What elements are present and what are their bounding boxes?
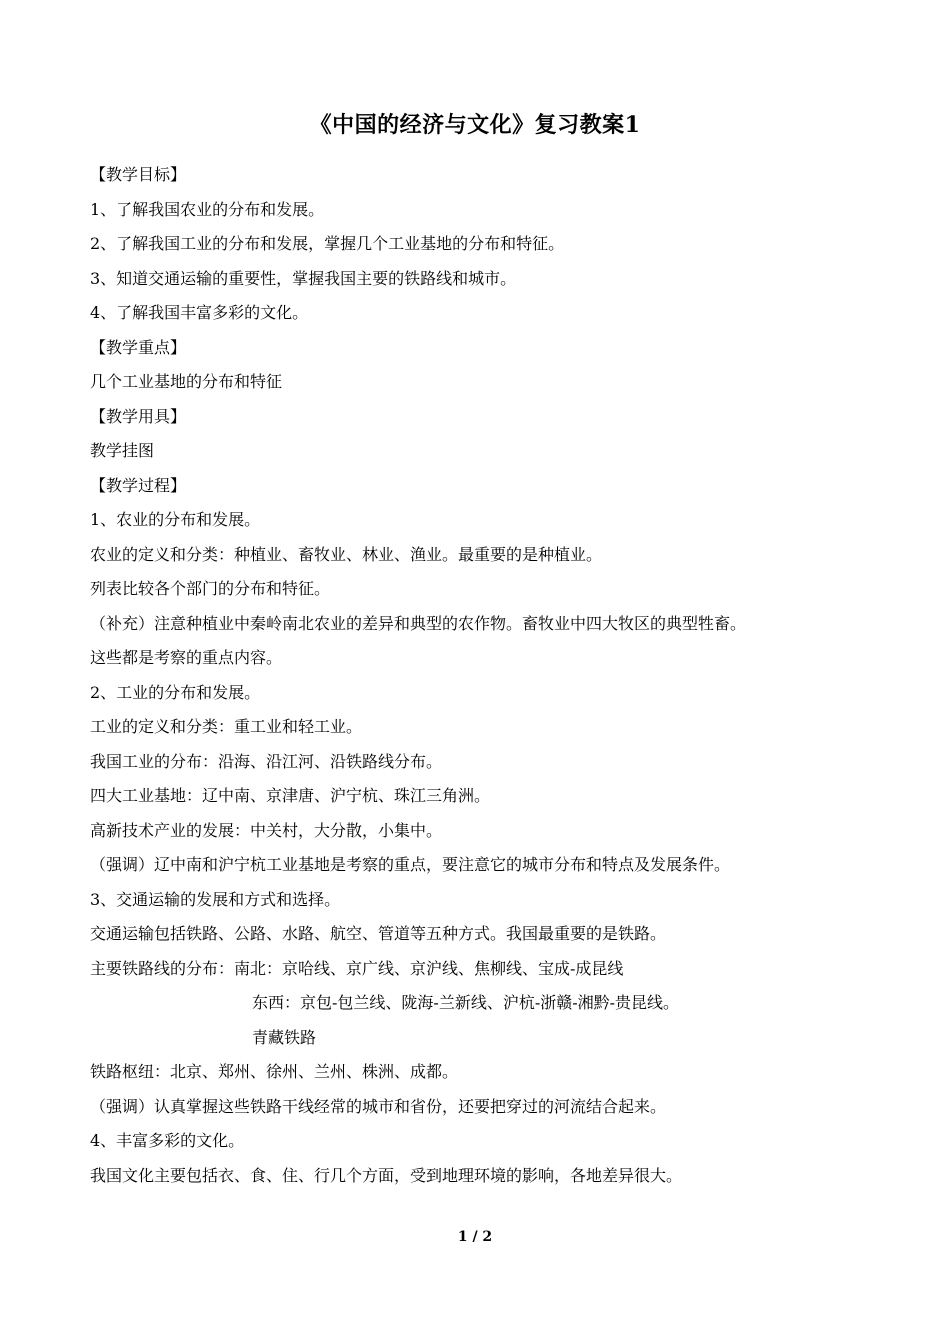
paragraph-line: 2、工业的分布和发展。	[90, 682, 261, 702]
paragraph-line: 农业的定义和分类：种植业、畜牧业、林业、渔业。最重要的是种植业。	[90, 544, 603, 564]
paragraph-line: 列表比较各个部门的分布和特征。	[90, 579, 331, 598]
paragraph-line: 1、农业的分布和发展。	[90, 510, 261, 529]
paragraph-line: 铁路枢纽：北京、郑州、徐州、兰州、株洲、成都。	[90, 1062, 459, 1081]
paragraph-line: 交通运输包括铁路、公路、水路、航空、管道等五种方式。我国最重要的是铁路。	[90, 924, 667, 943]
paragraph-line-indented: 青藏铁路	[252, 1027, 317, 1047]
paragraph-line: 我国工业的分布：沿海、沿江河、沿铁路线分布。	[90, 751, 443, 771]
section-heading-process: 【教学过程】	[90, 475, 187, 495]
paragraph-line: （补充）注意种植业中秦岭南北农业的差异和典型的农作物。畜牧业中四大牧区的典型牲畜。	[90, 613, 747, 633]
objective-item: 3、知道交通运输的重要性，掌握我国主要的铁路线和城市。	[90, 268, 517, 288]
paragraph-line: 四大工业基地：辽中南、京津唐、沪宁杭、珠江三角洲。	[90, 786, 491, 805]
paragraph-line: 我国文化主要包括衣、食、住、行几个方面，受到地理环境的影响，各地差异很大。	[90, 1165, 683, 1185]
paragraph-line: 4、丰富多彩的文化。	[90, 1131, 245, 1150]
paragraph-line: 这些都是考察的重点内容。	[90, 648, 283, 667]
paragraph-line-indented: 东西：京包-包兰线、陇海-兰新线、沪杭-浙赣-湘黔-贵昆线。	[252, 993, 680, 1012]
objective-item: 4、了解我国丰富多彩的文化。	[90, 303, 309, 322]
objective-item: 2、了解我国工业的分布和发展，掌握几个工业基地的分布和特征。	[90, 234, 565, 253]
paragraph-line: （强调）辽中南和沪宁杭工业基地是考察的重点，要注意它的城市分布和特点及发展条件。	[90, 855, 731, 874]
paragraph-line: 主要铁路线的分布：南北：京哈线、京广线、京沪线、焦柳线、宝成-成昆线	[90, 958, 624, 978]
section-heading-key-points: 【教学重点】	[90, 337, 187, 357]
paragraph-line: 高新技术产业的发展：中关村，大分散，小集中。	[90, 820, 443, 840]
section-heading-tools: 【教学用具】	[90, 406, 187, 426]
page-number: 1 / 2	[457, 1229, 493, 1245]
document-title: 《中国的经济与文化》复习教案1	[309, 112, 641, 138]
paragraph-line: 几个工业基地的分布和特征	[90, 372, 283, 391]
paragraph-line: 教学挂图	[90, 441, 155, 460]
paragraph-line: （强调）认真掌握这些铁路干线经常的城市和省份，还要把穿过的河流结合起来。	[90, 1096, 667, 1116]
section-heading-objectives: 【教学目标】	[90, 165, 187, 184]
document-body	[90, 158, 890, 1193]
objective-item: 1、了解我国农业的分布和发展。	[90, 199, 325, 219]
paragraph-line: 3、交通运输的发展和方式和选择。	[90, 889, 341, 909]
paragraph-line: 工业的定义和分类：重工业和轻工业。	[90, 717, 363, 736]
